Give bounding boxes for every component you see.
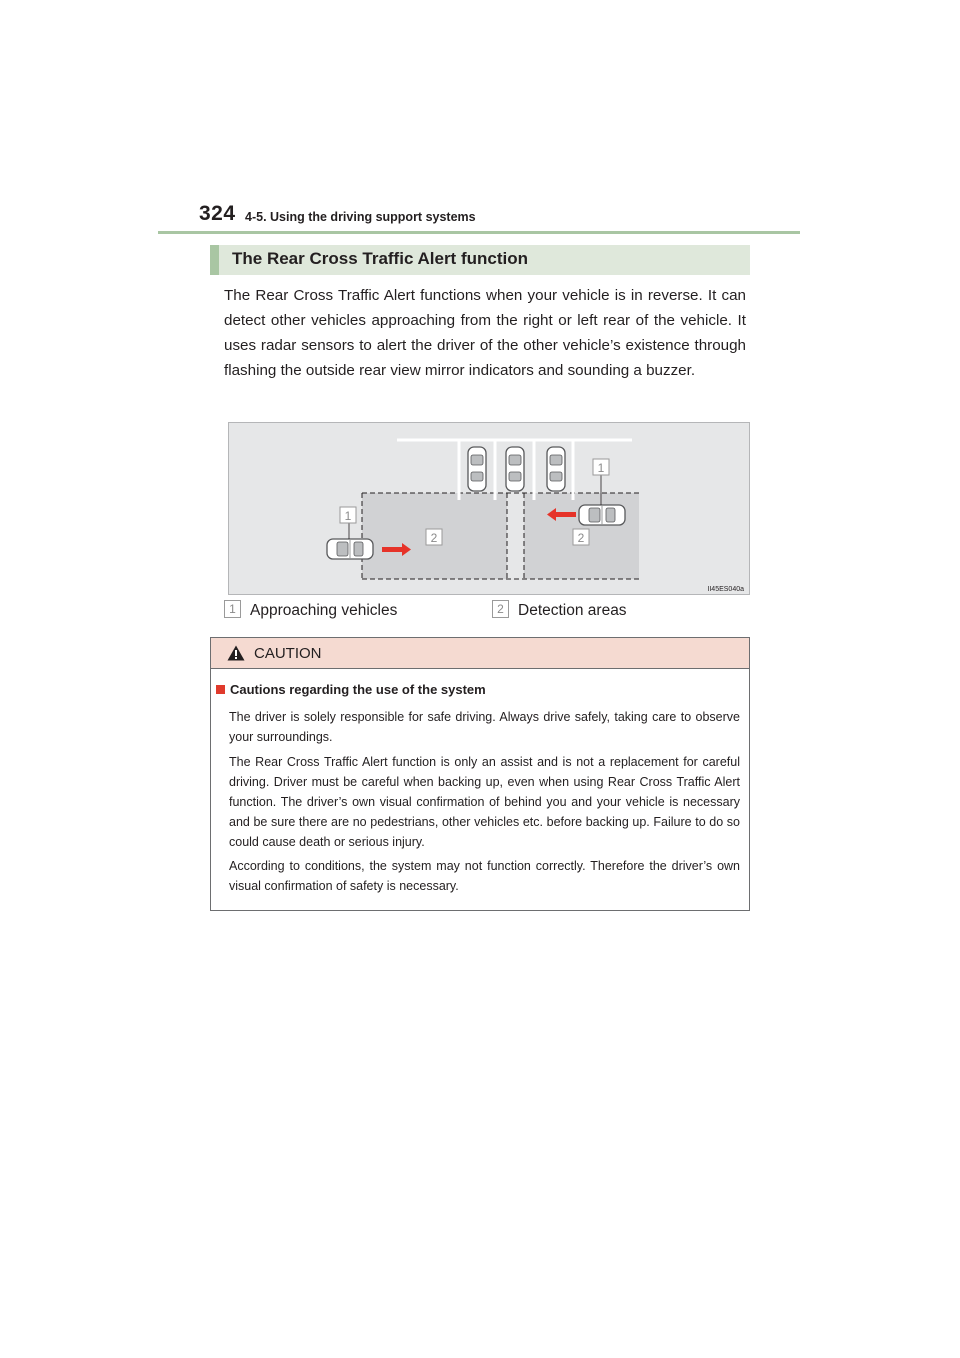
warning-triangle-icon xyxy=(227,645,245,661)
legend-label: Detection areas xyxy=(518,602,627,619)
approaching-car-right-icon xyxy=(579,505,625,525)
caution-header xyxy=(211,638,749,669)
callout-2-icon xyxy=(573,529,589,545)
caution-paragraph: According to conditions, the system may not function correctly. Therefore the driver’s own visual confirmation of safety is necessary. xyxy=(229,859,740,893)
parked-car-icon xyxy=(506,447,524,491)
intro-paragraph: The Rear Cross Traffic Alert functions when your vehicle is in reverse. It can detect other vehicles approaching from the right or left rear of the vehicle. It uses radar sensors to alert the driver of the other vehicle’s existence through flashing the outside rear view mirror indicators and sounding a buzzer. xyxy=(224,287,746,379)
svg-text:1: 1 xyxy=(344,509,352,523)
svg-text:1: 1 xyxy=(597,461,605,475)
callout-1-icon xyxy=(340,507,356,523)
caution-label: CAUTION xyxy=(254,645,322,662)
callout-1-icon xyxy=(593,459,609,475)
section-title: The Rear Cross Traffic Alert function xyxy=(232,249,528,268)
approaching-car-left-icon xyxy=(327,539,373,559)
page-number: 324 xyxy=(199,202,236,225)
parked-car-icon xyxy=(547,447,565,491)
legend-number-badge: 2 xyxy=(492,600,509,618)
svg-text:2: 2 xyxy=(430,531,438,545)
callout-2-icon xyxy=(426,529,442,545)
parked-car-icon xyxy=(468,447,486,491)
legend-item xyxy=(492,600,627,622)
caution-subheading: Cautions regarding the use of the system xyxy=(216,682,486,697)
legend-item xyxy=(224,600,397,622)
legend-number-badge: 1 xyxy=(224,600,241,618)
section-header xyxy=(210,245,750,275)
caution-paragraph: The Rear Cross Traffic Alert function is only an assist and is not a replacement for careful driving. Driver must be careful when backing up, even when using Rear Cross Traffic Alert function. The driver’s own visual confirmation of behind you and your vehicle is necessary and be sure there are no pedestrians, other vehicles etc. before backing up. Failure to do so could cause death or serious injury. xyxy=(229,755,740,849)
diagram-illustration xyxy=(229,423,751,596)
square-bullet-icon xyxy=(216,685,225,694)
section-breadcrumb: 4-5. Using the driving support systems xyxy=(245,210,476,224)
caution-paragraph: The driver is solely responsible for safe driving. Always drive safely, taking care to observe your surroundings. xyxy=(229,710,740,744)
header-divider xyxy=(158,231,800,234)
image-code: II45ES040a xyxy=(707,586,744,593)
legend-label: Approaching vehicles xyxy=(250,602,398,619)
caution-box xyxy=(210,637,750,911)
rear-cross-traffic-diagram xyxy=(228,422,750,595)
svg-text:2: 2 xyxy=(577,531,585,545)
